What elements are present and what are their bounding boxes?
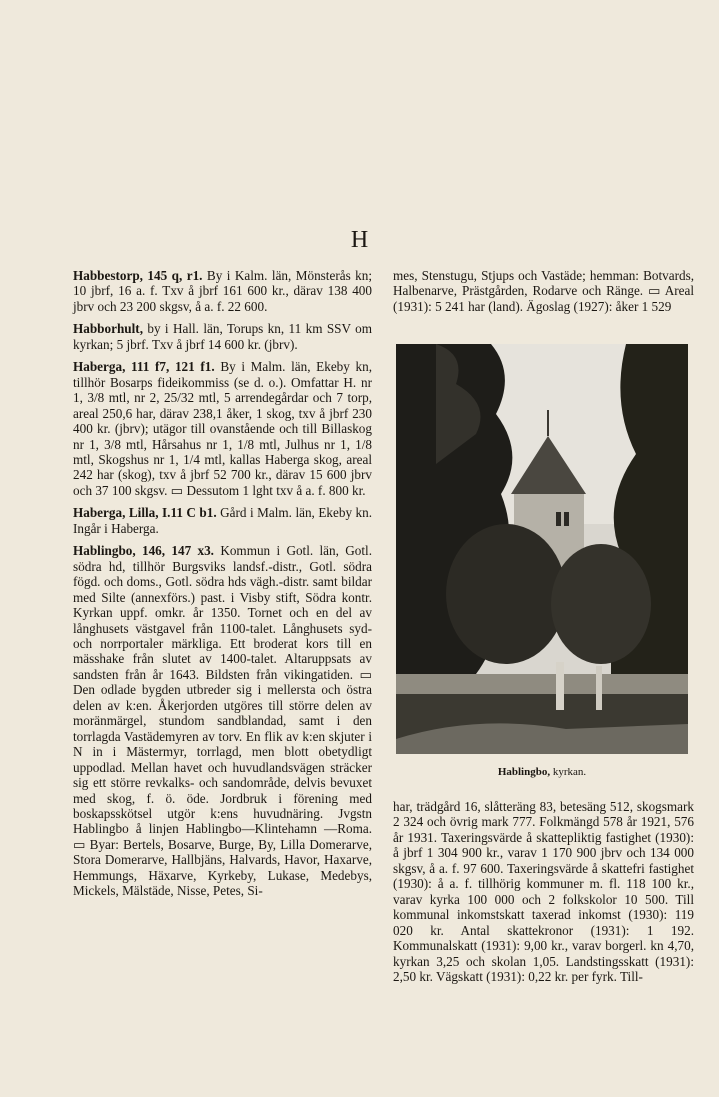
photo-caption	[396, 766, 688, 778]
left-column	[73, 268, 372, 906]
right-column-top	[393, 268, 694, 314]
entry-text: Gård i Malm. län, Ekeby kn. Ingår i Haberga.	[73, 505, 373, 536]
church-photo	[396, 344, 688, 754]
entry-head: Haberga, Lilla, I.11 C b1.	[73, 505, 217, 521]
entry-head: Haberga, 111 f7, 121 f1.	[73, 359, 215, 375]
entry-text: By i Malm. län, Ekeby kn, tillhör Bosarps fideikommiss (se d. o.). Omfattar H. nr 1, 3/8 mtl, nr 2, 25/32 mtl, 5 arrendegårdar och 7 torp, areal 250,6 har, därav 238,1 åker, 1 skog, txv å jbrf 230 400 kr. (jbrv); utägor till ovanstående och till Billaskog nr 1, 3/8 mtl, Hårsahus nr 1, 1/8 mtl, Julhus nr 1, 1/8 mtl, Skogshus nr 1, 1/4 mtl, kallas Haberga skog, areal 242 har (skog), txv å jbrf 52 700 kr., därav 15 600 jbrv och 37 100 skgsv. ▭ Dessutom 1 lght txv å a. f. 800 kr.	[73, 359, 373, 498]
right-column-bottom	[393, 799, 694, 984]
entry-habbestorp	[73, 268, 372, 314]
continuation-text-bottom: har, trädgård 16, slåtteräng 83, betesäng 512, skogsmark 2 324 och övrig mark 777. Folkmängd 578 år 1921, 576 år 1931. Taxeringsvärde å skattepliktig fastighet (1930): å jbrf 1 304 900 kr., varav 1 170 900 jbrv och 134 000 skgsv, å a. f. 97 600. Taxeringsvärde å skattefri fastighet (1930): å a. f. tillhörig kommuner m. fl. 118 100 kr., varav kyrka 100 000 och 2 folkskolor 10 500. Till kommunal inkomstskatt taxerad inkomst (1930): 119 020 kr. Antal skattekronor (1931): 1 192. Kommunalskatt (1931): 9,00 kr., varav borgerl. kn 4,70, kyrkan 3,25 och skolan 1,05. Landstingsskatt (1931): 2,50 kr. Vägskatt (1931): 0,22 kr. per fyrk. Till-	[393, 799, 694, 984]
caption-place: Hablingbo,	[497, 766, 551, 778]
entry-text: by i Hall. län, Torups kn, 11 km SSV om kyrkan; 5 jbrf. Txv å jbrf 14 600 kr. (jbrv).	[73, 321, 372, 352]
caption-rest: kyrkan.	[552, 766, 587, 778]
continuation-text: mes, Stenstugu, Stjups och Vastäde; hemman: Botvards, Halbenarve, Prästgården, Rodarve och Ränge. ▭ Areal (1931): 5 241 har (land). Ägoslag (1927): åker 1 529	[393, 268, 694, 314]
entry-text: Kommun i Gotl. län, Gotl. södra hd, tillhör Burgsviks landsf.-distr., Gotl. södra fögd. och doms., Gotl. södra hds vägh.-distr. samt bildar med Silte (annexförs.) past. i Visby stift, Södra kontr. Kyrkan uppf. omkr. år 1350. Tornet och en del av långhusets västgavel från 1100-talet. Långhusets syd- och norrportaler märkliga. Ett broderat kors till en mässhake från slutet av 1400-talet. Altaruppsats av sandsten från år 1643. Bildsten från vikingatiden. ▭ Den odlade bygden utbreder sig i mellersta och östra delen av k:en. Åkerjorden utgöres till större delen av moränmärgel, stundom sandblandad, samt i den torrlagda Vastädemyren av torv. En flik av k:en skjuter i N in i Mästermyr, torrlagd, men blott obetydligt uppodlad. Mellan havet och huvudlandsvägen sträcker sig ett större revkalks- och sandområde, delvis bevuxet med skog, f. ö. öde. Jordbruk i förening med boskapsskötsel utgör k:ens huvudnäring. Jvgstn Hablingbo å linjen Hablingbo—Klintehamn —Roma. ▭ Byar: Bertels, Bosarve, Burge, By, Lilla Domerarve, Stora Domerarve, Hallbjäns, Halvards, Havor, Haxarve, Hemmungs, Häxarve, Kyrkeby, Lukase, Medebys, Mickels, Mälstäde, Nisse, Petes, Si-	[73, 543, 372, 899]
entry-hablingbo	[73, 543, 372, 898]
section-letter: H	[350, 227, 369, 253]
entry-head: Hablingbo, 146, 147 x3.	[73, 543, 214, 559]
entry-haberga-lilla	[73, 505, 372, 536]
entry-text: By i Kalm. län, Mönsterås kn; 10 jbrf, 16 a. f. Txv å jbrf 161 600 kr., därav 138 400 jbrv och 23 200 skgsv, å a. f. 22 600.	[73, 268, 372, 314]
entry-habborhult	[73, 321, 372, 352]
entry-head: Habborhult,	[73, 321, 143, 337]
church-photo-icon	[396, 344, 688, 754]
entry-haberga	[73, 359, 372, 498]
entry-head: Habbestorp, 145 q, r1.	[73, 268, 203, 283]
